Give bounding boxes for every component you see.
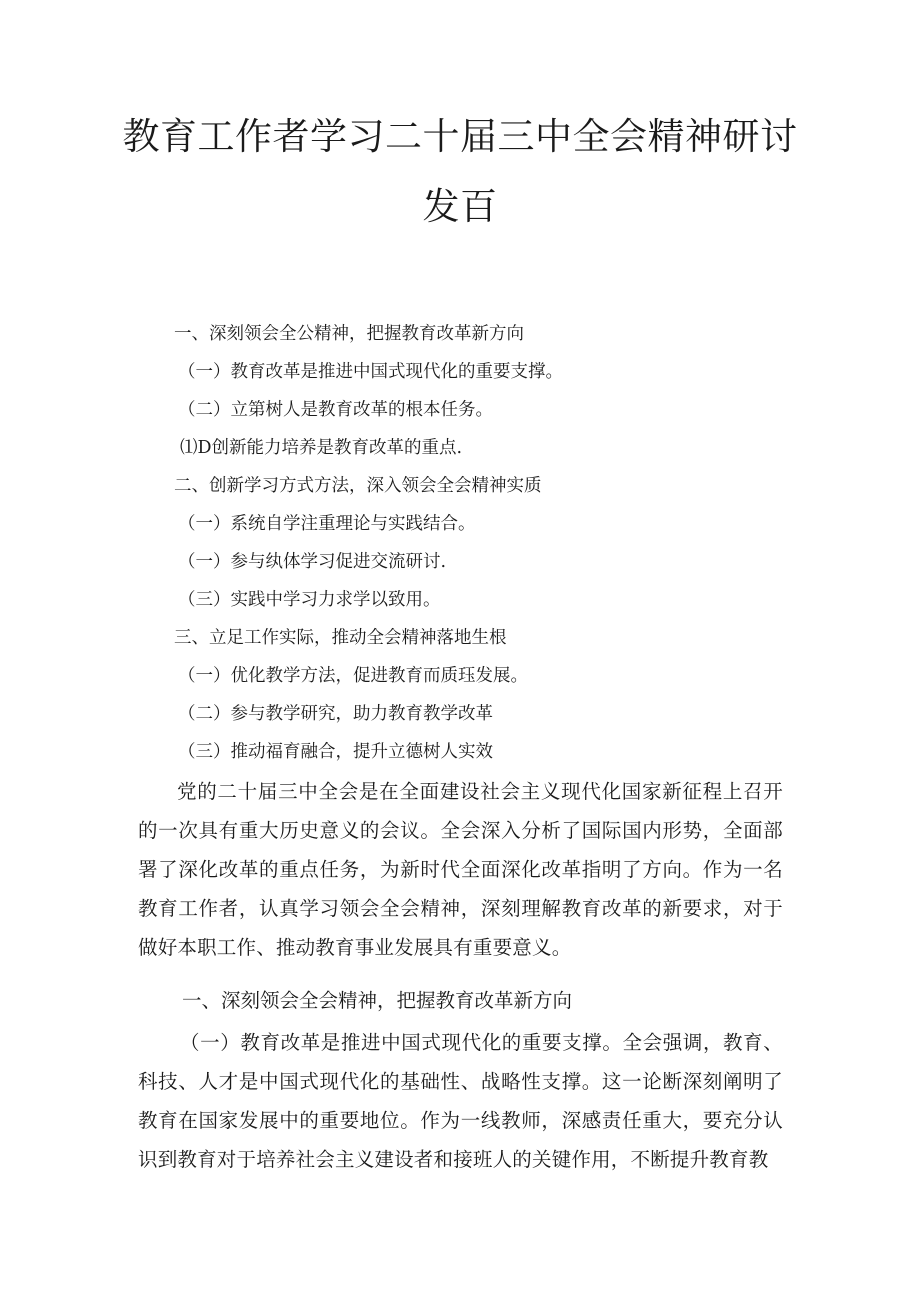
outline-item: （一）优化教学方法，促进教育而质珏发展。 — [178, 666, 528, 686]
outline-item: （二）立第树人是教育改革的根本任务。 — [178, 400, 493, 420]
outline-item: （一）教育改革是推进中国式现代化的重要支撑。 — [178, 362, 563, 382]
outline-item: （三）推动福育融合，提升立德树人实效 — [178, 742, 493, 762]
outline-item: （一）参与纨体学习促进交流研讨. — [178, 552, 447, 572]
document-title-line2: 发百 — [422, 185, 498, 228]
section-paragraph: （一）教育改革是推进中国式现代化的重要支撑。全会强调，教育、科技、人才是中国式现代化的基础性、战略性支撑。这一论断深刻阐明了教育在国家发展中的重要地位。作为一线教师，深感责任重大，要充分认识到教育对于培养社会主义建设者和接班人的关键作用，不断提升教育教 — [138, 1031, 783, 1171]
outline-item: 三、立足工作实际，推动全会精神落地生根 — [174, 628, 507, 648]
outline-item: ⑴D创新能力培养是教育改革的重点. — [180, 438, 463, 458]
outline-item: 一、深刻领会全公精神，把握教育改革新方向 — [174, 324, 524, 344]
outline-item: （一）系统自学注重理论与实践结合。 — [178, 514, 476, 534]
outline-item: （二）参与教学研究，助力教育教学改革 — [178, 704, 493, 724]
document-title-line1: 教育工作者学习二十届三中全会精神研讨 — [122, 115, 798, 158]
outline-item: 二、创新学习方式方法，深入领会全会精神实质 — [174, 476, 542, 496]
section-heading: 一、深刻领会全会精神，把握教育改革新方向 — [182, 989, 573, 1012]
intro-paragraph: 党的二十届三中全会是在全面建设社会主义现代化国家新征程上召开的一次具有重大历史意义的会议。全会深入分析了国际国内形势，全面部署了深化改革的重点任务，为新时代全面深化改革指明了方向。作为一名教育工作者，认真学习领会全会精神，深刻理解教育改革的新要求，对于做好本职工作、推动教育事业发展具有重要意义。 — [138, 780, 783, 959]
outline-item: （三）实践中学习力求学以致用。 — [178, 590, 441, 610]
